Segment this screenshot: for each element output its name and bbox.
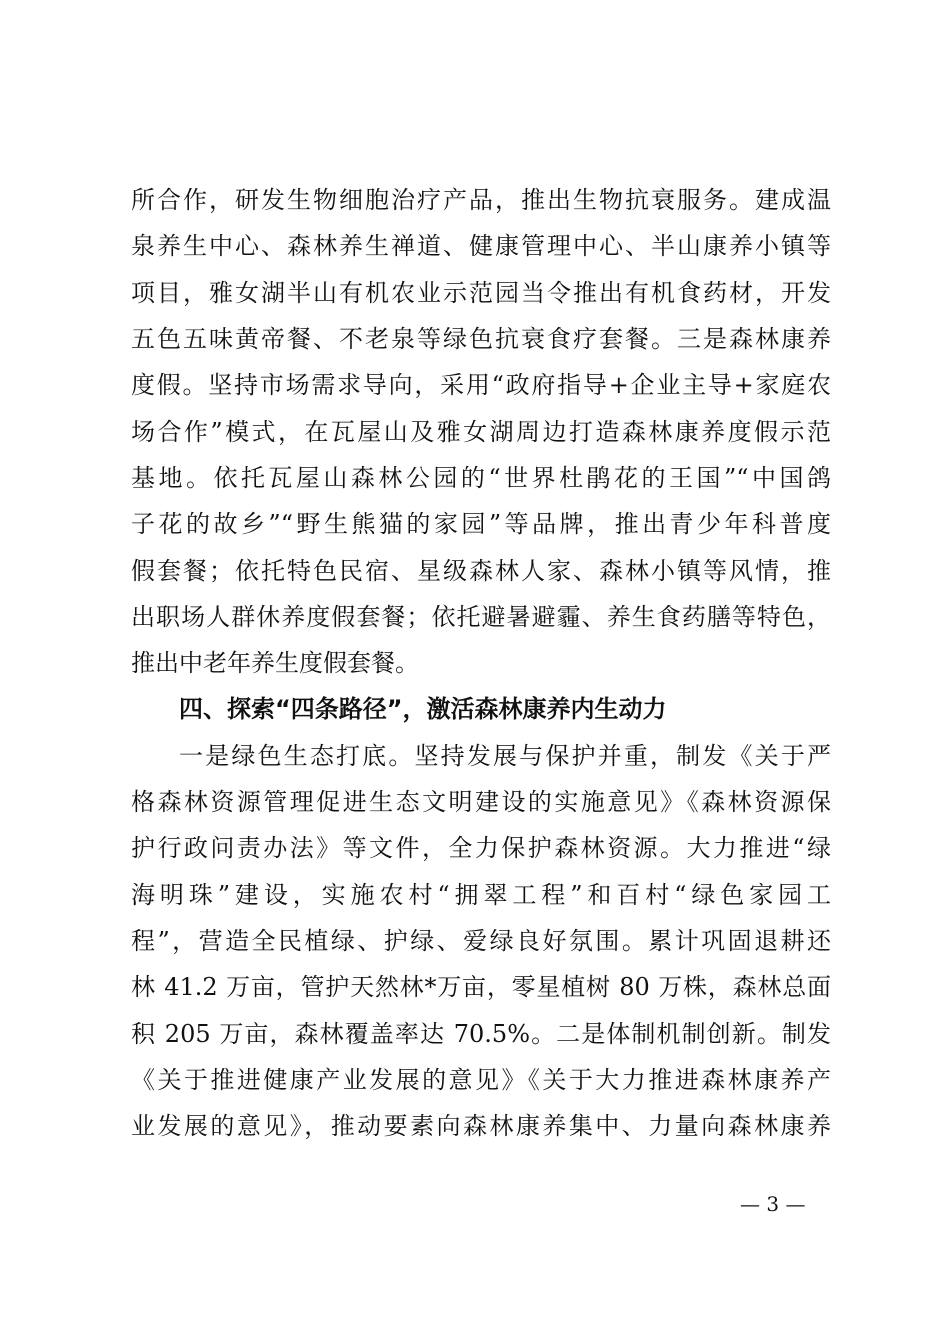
text-line: 程”，营造全民植绿、护绿、爱绿良好氛围。累计巩固退耕还 xyxy=(131,927,831,955)
text-line: 格森林资源管理促进生态文明建设的实施意见》《森林资源保 xyxy=(131,788,831,816)
text-line: 所合作，研发生物细胞治疗产品，推出生物抗衰服务。建成温 xyxy=(131,186,831,214)
text-line: 基地。依托瓦屋山森林公园的“世界杜鹃花的王国”“中国鸽 xyxy=(131,464,831,492)
text-line: 林 41.2 万亩，管护天然林*万亩，零星植树 80 万株，森林总面 xyxy=(131,973,831,1001)
text-line: 业发展的意见》，推动要素向森林康养集中、力量向森林康养 xyxy=(131,1112,831,1140)
text-line: 度假。坚持市场需求导向，采用“政府指导+企业主导+家庭农 xyxy=(131,371,831,399)
section-heading: 四、探索“四条路径”，激活森林康养内生动力 xyxy=(179,695,667,723)
text-line: 海明珠”建设，实施农村“拥翠工程”和百村“绿色家园工 xyxy=(131,881,831,909)
text-line: 泉养生中心、森林养生禅道、健康管理中心、半山康养小镇等 xyxy=(131,232,831,260)
text-line: 积 205 万亩，森林覆盖率达 70.5%。二是体制机制创新。制发 xyxy=(131,1020,831,1048)
text-line: 护行政问责办法》等文件，全力保护森林资源。大力推进“绿 xyxy=(131,834,831,862)
page-number: — 3 — xyxy=(740,1192,806,1216)
text-line: 《关于推进健康产业发展的意见》《关于大力推进森林康养产 xyxy=(131,1066,831,1094)
text-line: 五色五味黄帝餐、不老泉等绿色抗衰食疗套餐。三是森林康养 xyxy=(131,325,831,353)
text-line: 假套餐；依托特色民宿、星级森林人家、森林小镇等风情，推 xyxy=(131,557,831,585)
text-line: 出职场人群休养度假套餐；依托避暑避霾、养生食药膳等特色， xyxy=(131,603,831,631)
text-line: 一是绿色生态打底。坚持发展与保护并重，制发《关于严 xyxy=(179,742,831,770)
text-line: 场合作”模式，在瓦屋山及雅女湖周边打造森林康养度假示范 xyxy=(131,418,831,446)
text-line: 项目，雅女湖半山有机农业示范园当令推出有机食药材，开发 xyxy=(131,279,831,307)
text-line: 推出中老年养生度假套餐。 xyxy=(131,649,419,677)
text-line: 子花的故乡”“野生熊猫的家园”等品牌，推出青少年科普度 xyxy=(131,510,831,538)
